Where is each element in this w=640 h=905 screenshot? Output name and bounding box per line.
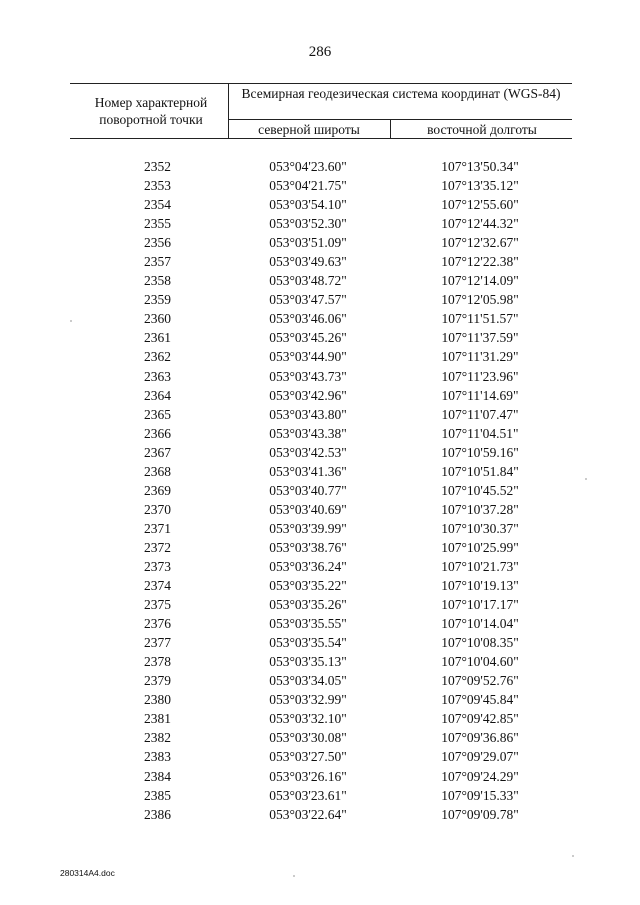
longitude-cell: 107°11'04.51" — [441, 425, 519, 441]
latitude-cell: 053°03'26.16" — [269, 768, 347, 784]
point-number-cell: 2363 — [144, 368, 171, 384]
latitude-cell: 053°03'43.38" — [269, 425, 347, 441]
header-subgroup-rule — [228, 119, 572, 120]
table-row — [0, 671, 640, 690]
latitude-cell: 053°03'36.24" — [269, 558, 347, 574]
point-number-cell: 2362 — [144, 349, 171, 365]
longitude-cell: 107°10'59.16" — [441, 444, 519, 460]
point-number-cell: 2354 — [144, 197, 171, 213]
point-number-cell: 2372 — [144, 539, 171, 555]
header-divider-middle — [390, 119, 391, 138]
latitude-cell: 053°03'38.76" — [269, 539, 347, 555]
point-number-cell: 2366 — [144, 425, 171, 441]
table-row — [0, 443, 640, 462]
longitude-cell: 107°10'25.99" — [441, 539, 519, 555]
latitude-cell: 053°03'32.10" — [269, 711, 347, 727]
table-row — [0, 767, 640, 786]
longitude-cell: 107°10'04.60" — [441, 654, 519, 670]
point-number-cell: 2376 — [144, 616, 171, 632]
latitude-cell: 053°03'44.90" — [269, 349, 347, 365]
table-row — [0, 214, 640, 233]
point-number-cell: 2371 — [144, 520, 171, 536]
table-top-rule — [70, 83, 572, 84]
latitude-cell: 053°03'47.57" — [269, 292, 347, 308]
page-number: 286 — [308, 44, 332, 60]
latitude-cell: 053°03'46.06" — [269, 311, 347, 327]
scan-speck — [70, 320, 72, 322]
latitude-cell: 053°03'45.26" — [269, 330, 347, 346]
latitude-cell: 053°03'39.99" — [269, 520, 347, 536]
table-row — [0, 424, 640, 443]
longitude-cell: 107°10'51.84" — [441, 463, 519, 479]
table-row — [0, 728, 640, 747]
point-number-cell: 2361 — [144, 330, 171, 346]
longitude-cell: 107°11'51.57" — [441, 311, 519, 327]
latitude-cell: 053°03'40.69" — [269, 501, 347, 517]
point-number-cell: 2359 — [144, 292, 171, 308]
longitude-cell: 107°12'14.09" — [441, 273, 519, 289]
table-row — [0, 481, 640, 500]
table-row — [0, 652, 640, 671]
longitude-cell: 107°10'45.52" — [441, 482, 519, 498]
latitude-cell: 053°03'35.22" — [269, 578, 347, 594]
longitude-cell: 107°10'19.13" — [441, 578, 519, 594]
table-row — [0, 709, 640, 728]
longitude-cell: 107°09'45.84" — [441, 692, 519, 708]
point-number-cell: 2353 — [144, 178, 171, 194]
longitude-cell: 107°09'29.07" — [441, 749, 519, 765]
latitude-cell: 053°03'30.08" — [269, 730, 347, 746]
table-row — [0, 405, 640, 424]
point-number-cell: 2377 — [144, 635, 171, 651]
point-number-cell: 2369 — [144, 482, 171, 498]
point-number-cell: 2386 — [144, 806, 171, 822]
longitude-cell: 107°09'42.85" — [441, 711, 519, 727]
point-number-cell: 2378 — [144, 654, 171, 670]
latitude-cell: 053°03'42.96" — [269, 387, 347, 403]
point-number-cell: 2358 — [144, 273, 171, 289]
table-row — [0, 157, 640, 176]
point-number-cell: 2367 — [144, 444, 171, 460]
latitude-cell: 053°03'51.09" — [269, 235, 347, 251]
table-row — [0, 347, 640, 366]
latitude-cell: 053°03'48.72" — [269, 273, 347, 289]
point-number-cell: 2373 — [144, 558, 171, 574]
latitude-cell: 053°03'32.99" — [269, 692, 347, 708]
point-number-cell: 2364 — [144, 387, 171, 403]
longitude-cell: 107°11'23.96" — [441, 368, 519, 384]
longitude-cell: 107°09'24.29" — [441, 768, 519, 784]
longitude-cell: 107°10'30.37" — [441, 520, 519, 536]
point-number-cell: 2357 — [144, 254, 171, 270]
table-row — [0, 786, 640, 805]
table-row — [0, 747, 640, 766]
latitude-cell: 053°03'49.63" — [269, 254, 347, 270]
longitude-cell: 107°12'22.38" — [441, 254, 519, 270]
table-row — [0, 271, 640, 290]
latitude-cell: 053°03'40.77" — [269, 482, 347, 498]
point-number-cell: 2365 — [144, 406, 171, 422]
longitude-cell: 107°13'50.34" — [441, 159, 519, 174]
longitude-cell: 107°09'36.86" — [441, 730, 519, 746]
table-row — [0, 328, 640, 347]
header-longitude: восточной долготы — [427, 122, 537, 137]
point-number-cell: 2360 — [144, 311, 171, 327]
footer-filename: 280314A4.doc — [60, 868, 115, 878]
table-row — [0, 595, 640, 614]
point-number-cell: 2385 — [144, 787, 171, 803]
longitude-cell: 107°09'09.78" — [441, 806, 519, 822]
longitude-cell: 107°09'52.76" — [441, 673, 519, 689]
point-number-cell: 2382 — [144, 730, 171, 746]
table-row — [0, 805, 640, 824]
latitude-cell: 053°03'35.55" — [269, 616, 347, 632]
latitude-cell: 053°03'22.64" — [269, 806, 347, 822]
latitude-cell: 053°03'23.61" — [269, 787, 347, 803]
header-coordinate-system: Всемирная геодезическая система координат (WGS-84) — [241, 86, 561, 101]
longitude-cell: 107°10'08.35" — [441, 635, 519, 651]
table-row — [0, 233, 640, 252]
point-number-cell: 2368 — [144, 463, 171, 479]
table-row — [0, 290, 640, 309]
point-number-cell: 2384 — [144, 768, 171, 784]
table-row — [0, 538, 640, 557]
latitude-cell: 053°04'21.75" — [269, 178, 347, 194]
point-number-cell: 2381 — [144, 711, 171, 727]
latitude-cell: 053°03'35.13" — [269, 654, 347, 670]
point-number-cell: 2370 — [144, 501, 171, 517]
longitude-cell: 107°12'44.32" — [441, 216, 519, 232]
latitude-cell: 053°03'35.54" — [269, 635, 347, 651]
longitude-cell: 107°11'37.59" — [441, 330, 519, 346]
scan-speck — [293, 875, 295, 877]
table-row — [0, 462, 640, 481]
latitude-cell: 053°03'43.80" — [269, 406, 347, 422]
table-row — [0, 576, 640, 595]
longitude-cell: 107°12'32.67" — [441, 235, 519, 251]
longitude-cell: 107°10'17.17" — [441, 597, 519, 613]
longitude-cell: 107°09'15.33" — [441, 787, 519, 803]
coordinates-table-body — [0, 157, 640, 824]
point-number-cell: 2380 — [144, 692, 171, 708]
point-number-cell: 2375 — [144, 597, 171, 613]
latitude-cell: 053°03'52.30" — [269, 216, 347, 232]
table-row — [0, 690, 640, 709]
latitude-cell: 053°03'35.26" — [269, 597, 347, 613]
point-number-cell: 2383 — [144, 749, 171, 765]
latitude-cell: 053°03'27.50" — [269, 749, 347, 765]
table-row — [0, 500, 640, 519]
longitude-cell: 107°10'21.73" — [441, 558, 519, 574]
longitude-cell: 107°12'05.98" — [441, 292, 519, 308]
table-row — [0, 557, 640, 576]
header-point-number: Номер характерной поворотной точки — [94, 95, 208, 127]
longitude-cell: 107°13'35.12" — [441, 178, 519, 194]
point-number-cell: 2355 — [144, 216, 171, 232]
header-latitude: северной широты — [258, 122, 360, 137]
scan-speck — [572, 855, 574, 857]
longitude-cell: 107°11'07.47" — [441, 406, 519, 422]
longitude-cell: 107°12'55.60" — [441, 197, 519, 213]
latitude-cell: 053°03'54.10" — [269, 197, 347, 213]
latitude-cell: 053°03'42.53" — [269, 444, 347, 460]
table-row — [0, 195, 640, 214]
point-number-cell: 2374 — [144, 578, 171, 594]
longitude-cell: 107°10'14.04" — [441, 616, 519, 632]
point-number-cell: 2356 — [144, 235, 171, 251]
point-number-cell: 2379 — [144, 673, 171, 689]
latitude-cell: 053°03'43.73" — [269, 368, 347, 384]
table-row — [0, 633, 640, 652]
table-row — [0, 176, 640, 195]
longitude-cell: 107°11'14.69" — [441, 387, 519, 403]
table-row — [0, 614, 640, 633]
scan-speck — [585, 478, 587, 480]
table-row — [0, 367, 640, 386]
table-row — [0, 309, 640, 328]
latitude-cell: 053°03'34.05" — [269, 673, 347, 689]
longitude-cell: 107°10'37.28" — [441, 501, 519, 517]
latitude-cell: 053°03'41.36" — [269, 463, 347, 479]
table-row — [0, 252, 640, 271]
header-bottom-rule — [70, 138, 572, 139]
table-row — [0, 386, 640, 405]
latitude-cell: 053°04'23.60" — [269, 159, 347, 174]
table-row — [0, 519, 640, 538]
longitude-cell: 107°11'31.29" — [441, 349, 519, 365]
point-number-cell: 2352 — [144, 159, 171, 174]
